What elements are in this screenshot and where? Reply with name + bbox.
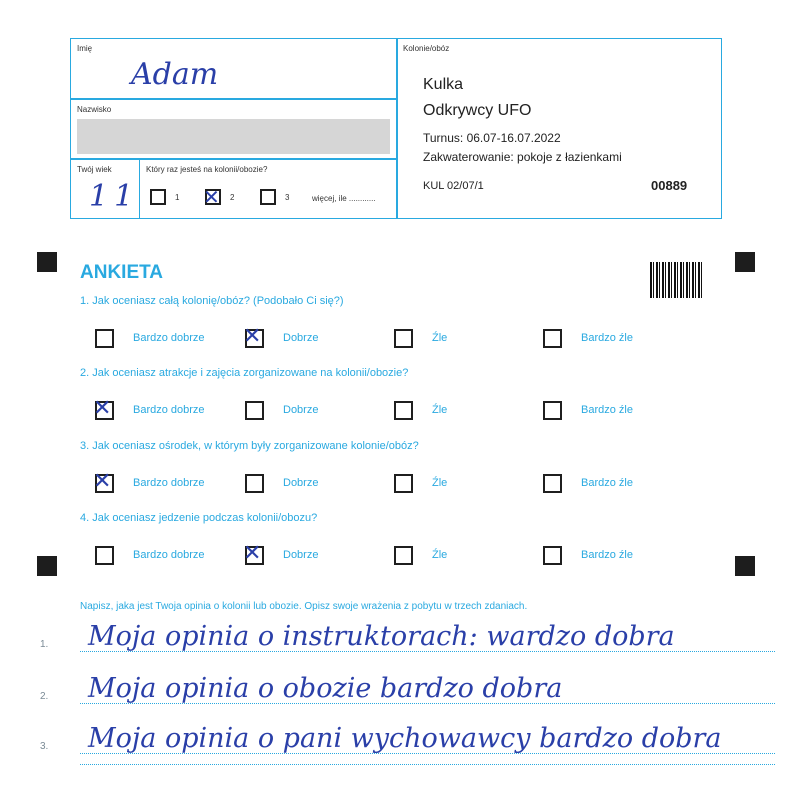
survey-title: ANKIETA — [80, 262, 164, 283]
answer-checkbox[interactable] — [394, 474, 413, 493]
form-number: 00889 — [651, 178, 688, 193]
answer-label: Bardzo źle — [581, 549, 633, 561]
writing-line — [80, 764, 775, 765]
camp-code: KUL 02/07/1 — [423, 180, 484, 192]
camp-box — [396, 38, 722, 219]
writing-line — [80, 651, 775, 652]
answer-checkbox[interactable] — [245, 474, 264, 493]
surname-label: Nazwisko — [77, 105, 112, 114]
age-box — [70, 158, 140, 219]
times-label: Który raz jesteś na kolonii/obozie? — [146, 165, 268, 174]
check-mark-icon: ✕ — [243, 324, 262, 349]
answer-checkbox[interactable] — [243, 324, 264, 349]
surname-box — [70, 98, 398, 160]
surname-redaction — [77, 119, 390, 154]
answer-label: Dobrze — [283, 332, 319, 344]
answer-label: Bardzo dobrze — [133, 332, 205, 344]
answer-label: Bardzo źle — [581, 404, 633, 416]
question-text: 2. Jak oceniasz atrakcje i zajęcia zorganizowane na kolonii/obozie? — [80, 367, 409, 379]
lodging: Zakwaterowanie: pokoje z łazienkami — [423, 150, 622, 164]
times-option-3: 3 — [285, 193, 290, 202]
answer-label: Źle — [432, 332, 448, 344]
answer-checkbox[interactable] — [243, 541, 264, 566]
answer-label: Źle — [432, 477, 448, 489]
check-mark-icon: ✕ — [93, 469, 112, 494]
question-text: 1. Jak oceniasz całą kolonię/obóz? (Podobało Ci się?) — [80, 295, 344, 307]
answer-label: Źle — [432, 549, 448, 561]
name-box — [70, 38, 398, 100]
answer-checkbox[interactable] — [394, 329, 413, 348]
answer-label: Dobrze — [283, 477, 319, 489]
answer-checkbox[interactable] — [543, 401, 562, 420]
times-checkbox-2[interactable] — [203, 185, 221, 209]
writing-line — [80, 703, 775, 704]
answer-checkbox[interactable] — [543, 546, 562, 565]
answer-label: Bardzo źle — [581, 477, 633, 489]
camp-title: Odkrywcy UFO — [423, 102, 532, 119]
times-box — [139, 158, 398, 219]
age-value: 11 — [89, 179, 140, 214]
times-more: więcej, ile ............ — [312, 194, 376, 203]
answer-label: Bardzo dobrze — [133, 477, 205, 489]
answer-label: Źle — [432, 404, 448, 416]
name-label: Imię — [77, 44, 93, 53]
registration-marker-bl — [37, 556, 57, 576]
check-mark-icon: ✕ — [243, 541, 262, 566]
times-checkbox-3[interactable] — [260, 189, 276, 205]
opinion-answer: Moja opinia o instruktorach: wardzo dobra — [88, 621, 675, 652]
age-label: Twój wiek — [77, 165, 112, 174]
opinion-prompt: Napisz, jaka jest Twoja opinia o kolonii lub obozie. Opisz swoje wrażenia z pobytu w trzech zdaniach. — [80, 601, 528, 612]
answer-checkbox[interactable] — [394, 546, 413, 565]
answer-label: Dobrze — [283, 404, 319, 416]
barcode-icon — [650, 262, 703, 298]
line-number: 3. — [40, 741, 49, 752]
times-option-2: 2 — [230, 193, 235, 202]
answer-label: Bardzo dobrze — [133, 549, 205, 561]
answer-checkbox[interactable] — [95, 546, 114, 565]
registration-marker-tl — [37, 252, 57, 272]
camp-name: Kulka — [423, 76, 464, 93]
times-option-1: 1 — [175, 193, 180, 202]
registration-marker-tr — [735, 252, 755, 272]
answer-checkbox[interactable] — [394, 401, 413, 420]
writing-line — [80, 753, 775, 754]
answer-checkbox[interactable] — [93, 469, 114, 494]
line-number: 2. — [40, 691, 49, 702]
turnus: Turnus: 06.07-16.07.2022 — [423, 131, 561, 145]
question-text: 3. Jak oceniasz ośrodek, w którym były zorganizowane kolonie/obóz? — [80, 440, 419, 452]
check-mark-icon: ✕ — [93, 396, 112, 421]
answer-checkbox[interactable] — [543, 474, 562, 493]
answer-checkbox[interactable] — [245, 401, 264, 420]
answer-label: Dobrze — [283, 549, 319, 561]
name-value: Adam — [131, 57, 219, 92]
answer-label: Bardzo dobrze — [133, 404, 205, 416]
opinion-answer: Moja opinia o pani wychowawcy bardzo dobra — [88, 723, 722, 754]
answer-checkbox[interactable] — [95, 329, 114, 348]
line-number: 1. — [40, 639, 49, 650]
answer-checkbox[interactable] — [93, 396, 114, 421]
check-mark-icon: ✕ — [203, 185, 220, 209]
times-checkbox-1[interactable] — [150, 189, 166, 205]
answer-checkbox[interactable] — [543, 329, 562, 348]
question-text: 4. Jak oceniasz jedzenie podczas kolonii/obozu? — [80, 512, 318, 524]
opinion-answer: Moja opinia o obozie bardzo dobra — [88, 673, 563, 704]
answer-label: Bardzo źle — [581, 332, 633, 344]
camp-label: Kolonie/obóz — [403, 44, 450, 53]
registration-marker-br — [735, 556, 755, 576]
